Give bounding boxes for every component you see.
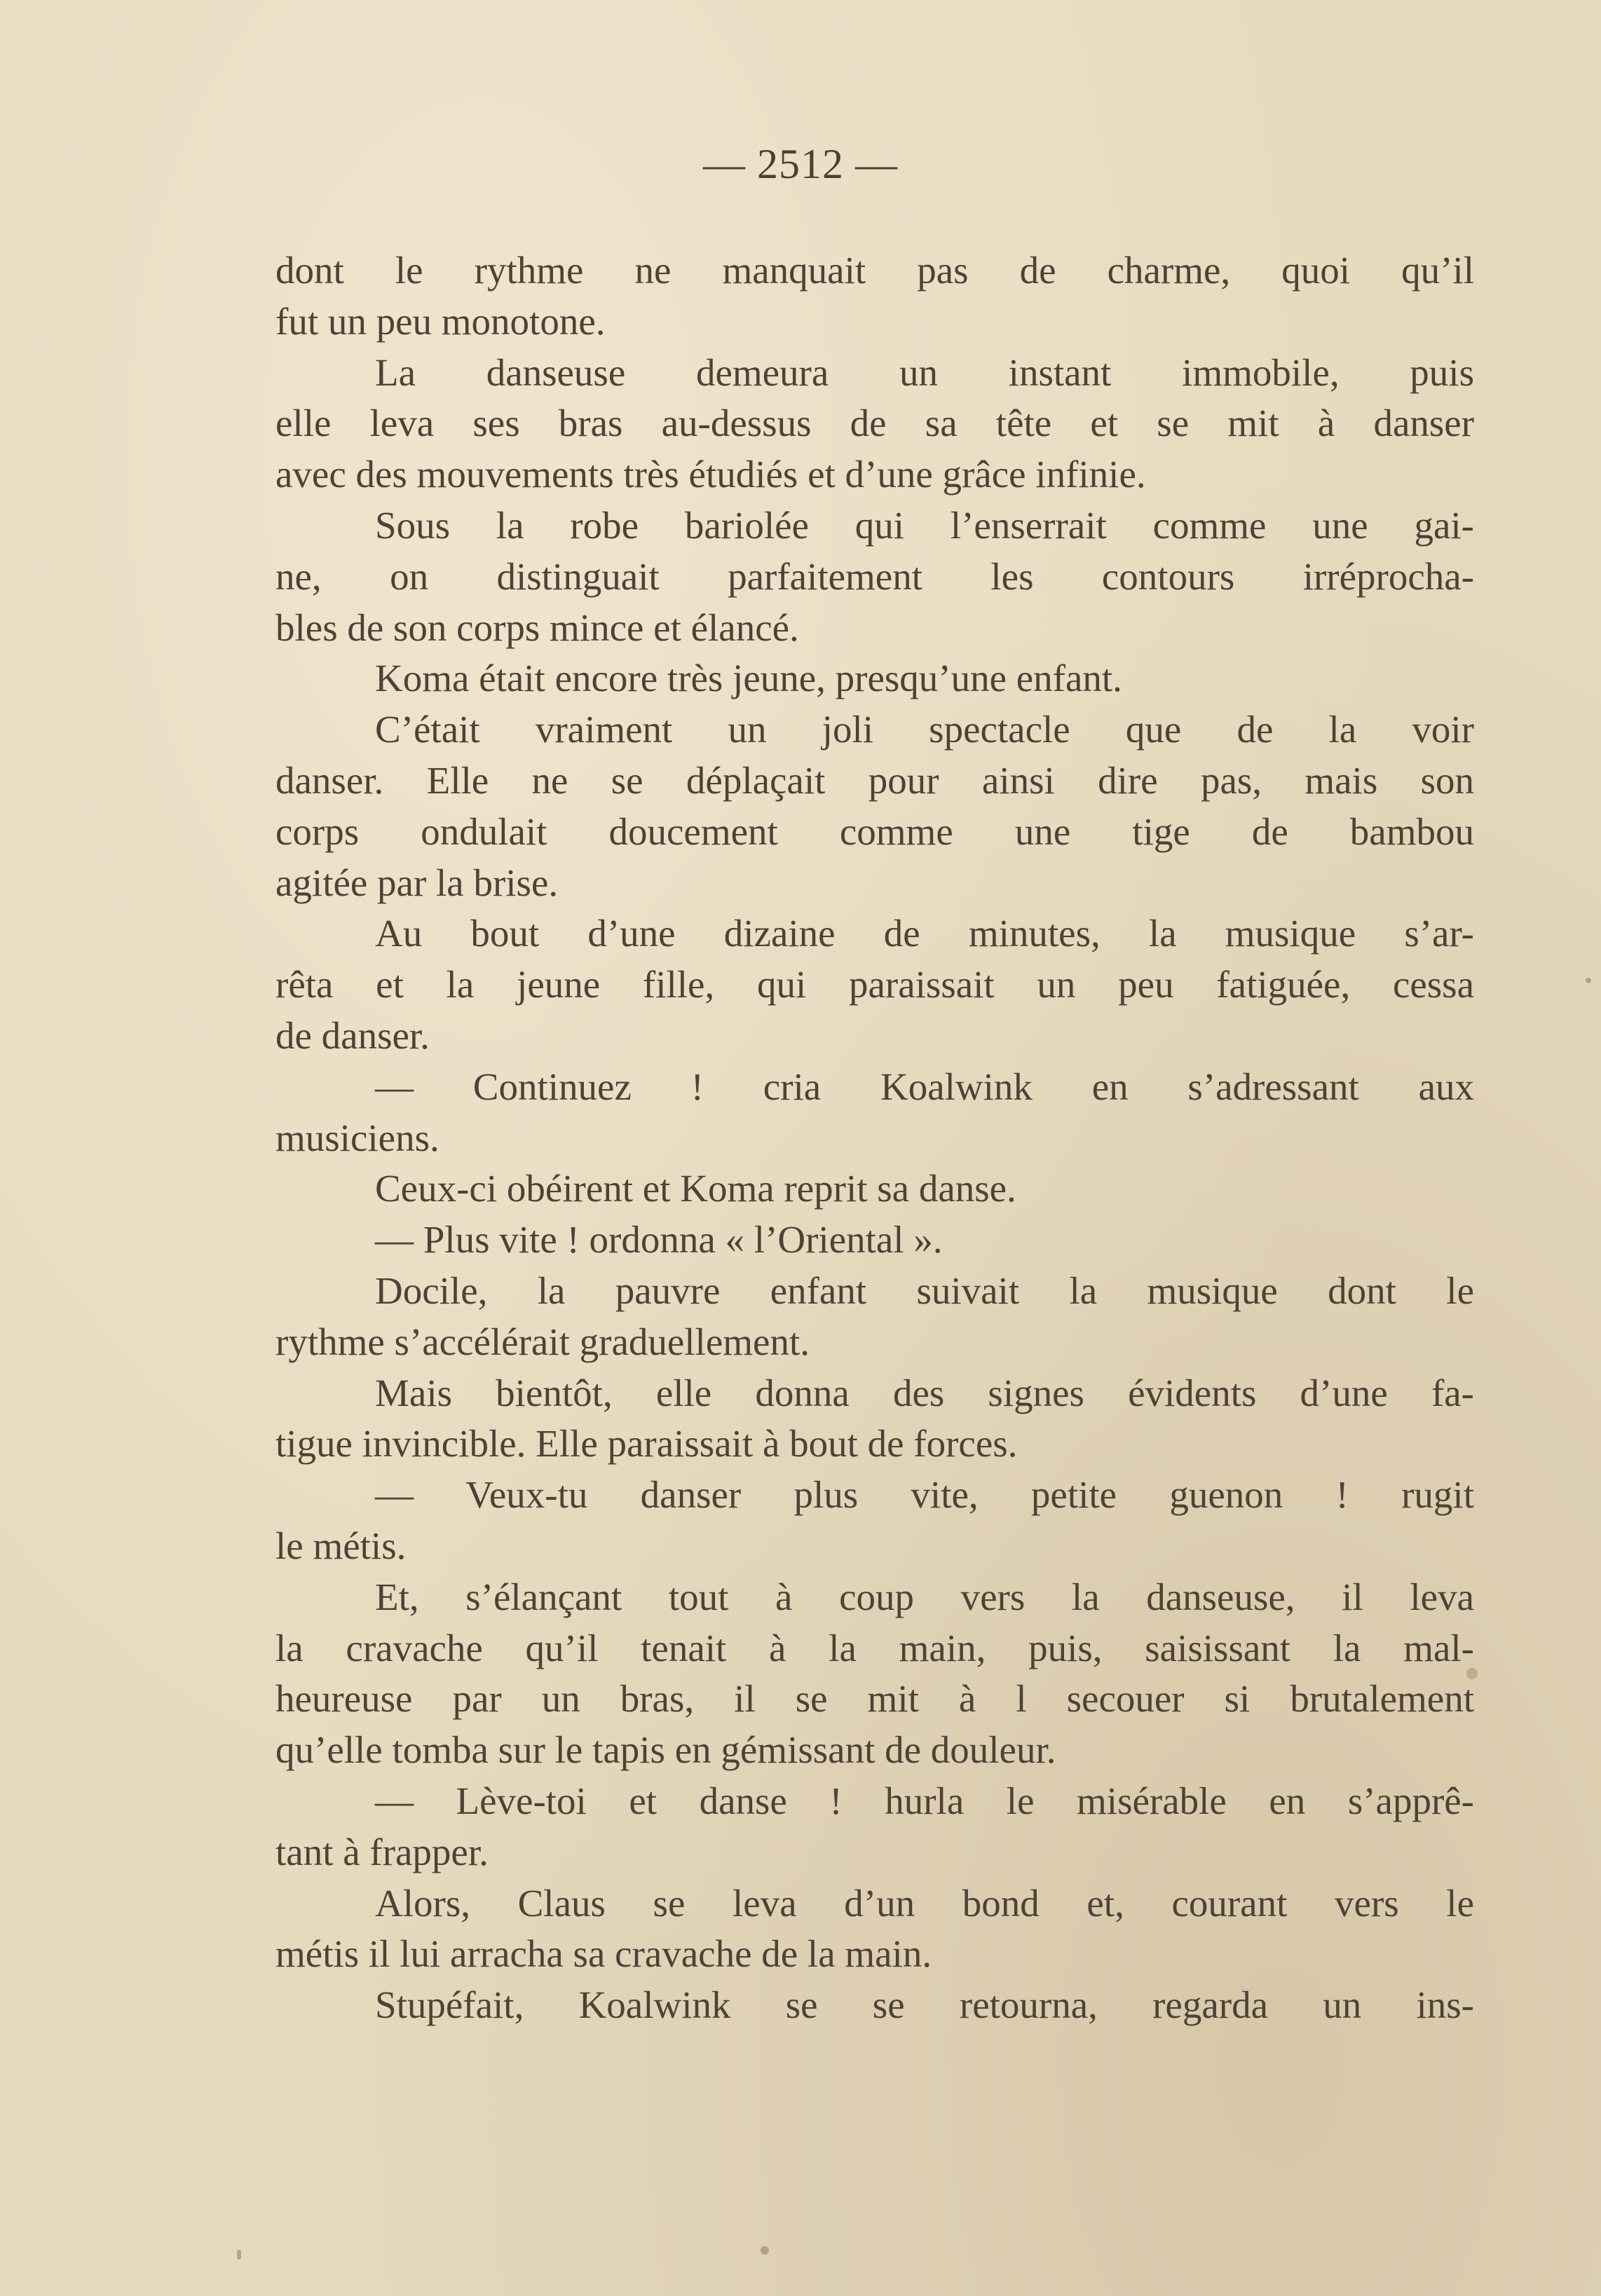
text-line: rythme s’accélérait graduellement.	[275, 1320, 810, 1363]
text-line: tant à frapper.	[275, 1830, 489, 1873]
body-text	[275, 245, 1474, 2031]
text-line: elle leva ses bras au-dessus de sa tête et se mit à danser	[275, 402, 1474, 445]
text-line: ne, on distinguait parfaitement les contours irréprocha-	[275, 554, 1474, 598]
text-line: La danseuse demeura un instant immobile, puis	[375, 350, 1474, 394]
text-line: le métis.	[275, 1524, 407, 1567]
text-line: musiciens.	[275, 1116, 440, 1159]
text-line: agitée par la brise.	[275, 861, 559, 904]
text-line: Et, s’élançant tout à coup vers la danseuse, il leva	[375, 1575, 1474, 1618]
text-line: Docile, la pauvre enfant suivait la musique dont le	[375, 1269, 1474, 1312]
text-line: Koma était encore très jeune, presqu’une enfant.	[375, 657, 1122, 700]
text-line: heureuse par un bras, il se mit à l secouer si brutalement	[275, 1677, 1474, 1721]
text-line: la cravache qu’il tenait à la main, puis, saisissant la mal-	[275, 1626, 1474, 1669]
text-line: danser. Elle ne se déplaçait pour ainsi dire pas, mais son	[275, 758, 1474, 802]
text-line: — Veux-tu danser plus vite, petite guenon ! rugit	[375, 1473, 1474, 1517]
text-line: bles de son corps mince et élancé.	[275, 606, 799, 649]
text-line: Mais bientôt, elle donna des signes évidents d’une fa-	[375, 1371, 1474, 1414]
text-line: avec des mouvements très étudiés et d’une grâce infinie.	[275, 453, 1146, 496]
text-line: métis il lui arracha sa cravache de la main.	[275, 1932, 932, 1976]
text-line: rêta et la jeune fille, qui paraissait un peu fatiguée, cessa	[275, 963, 1474, 1006]
paper-speck	[761, 2246, 769, 2255]
text-line: — Lève-toi et danse ! hurla le misérable en s’apprê-	[375, 1779, 1474, 1822]
text-line: qu’elle tomba sur le tapis en gémissant de douleur.	[275, 1728, 1056, 1772]
text-line: Ceux-ci obéirent et Koma reprit sa danse.	[375, 1167, 1016, 1210]
paper-speck	[1586, 978, 1591, 983]
paper-speck	[1466, 1668, 1478, 1679]
text-line: Stupéfait, Koalwink se se retourna, regarda un ins-	[375, 1983, 1474, 2027]
text-line: — Plus vite ! ordonna « l’Oriental ».	[375, 1218, 943, 1262]
text-line: C’était vraiment un joli spectacle que de la voir	[375, 708, 1474, 751]
text-line: Alors, Claus se leva d’un bond et, courant vers le	[375, 1881, 1474, 1925]
paper-speck	[237, 2250, 241, 2260]
text-line: — Continuez ! cria Koalwink en s’adressant aux	[375, 1065, 1474, 1108]
text-line: Sous la robe bariolée qui l’enserrait comme une gai-	[375, 503, 1474, 547]
text-line: de danser.	[275, 1013, 430, 1057]
page-number: — 2512 —	[703, 141, 898, 187]
text-line: dont le rythme ne manquait pas de charme, quoi qu’il	[275, 249, 1474, 292]
text-line: Au bout d’une dizaine de minutes, la musique s’ar-	[375, 912, 1474, 955]
text-line: tigue invincible. Elle paraissait à bout de forces.	[275, 1422, 1018, 1465]
text-line: corps ondulait doucement comme une tige de bambou	[275, 809, 1474, 853]
text-line: fut un peu monotone.	[275, 299, 606, 343]
